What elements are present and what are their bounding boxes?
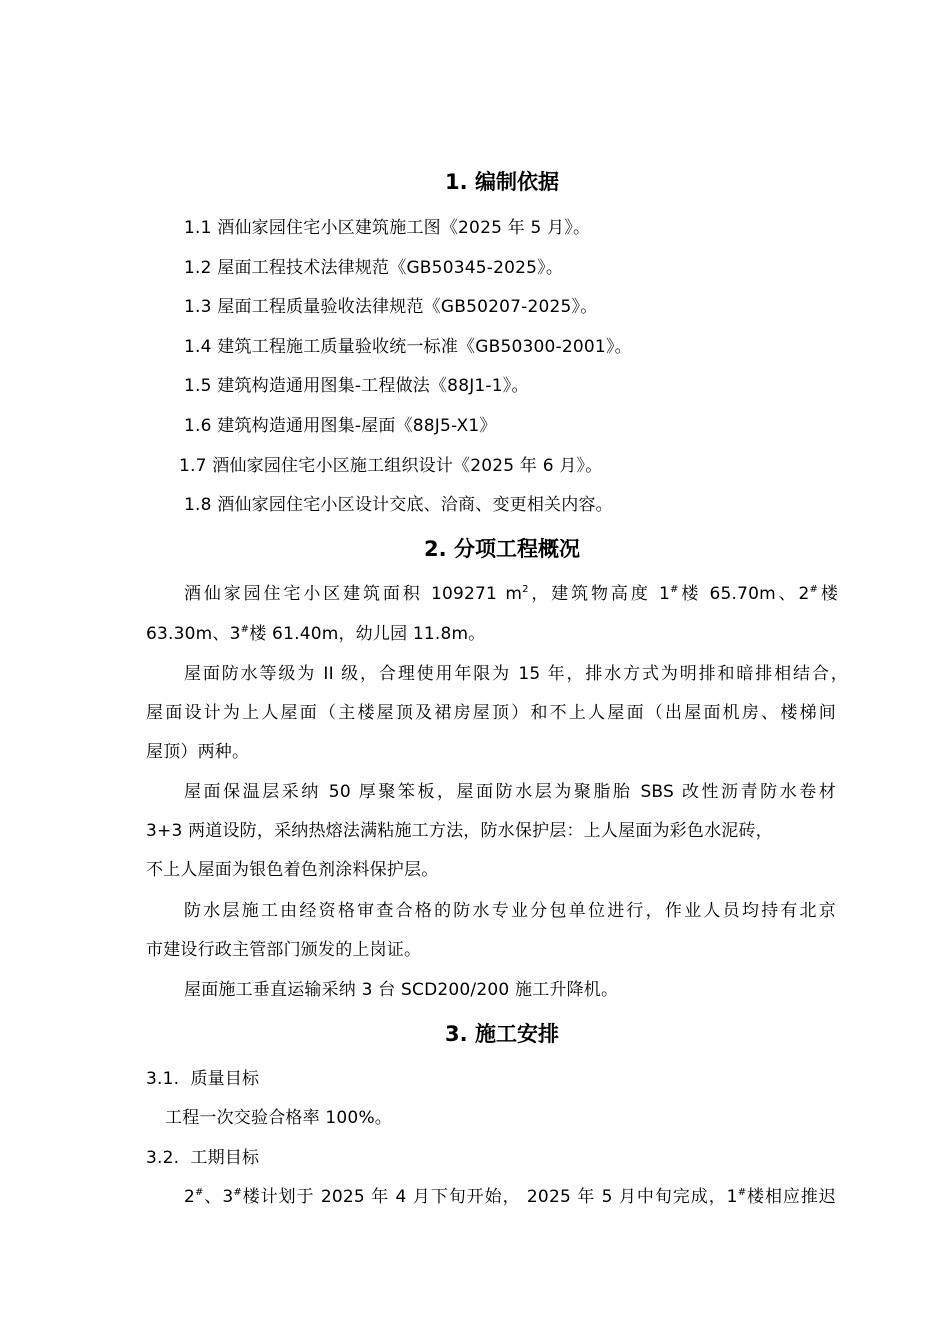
list-item: 1.7 酒仙家园住宅小区施工组织设计《2025 年 6 月》。 — [179, 456, 603, 476]
text-span: 楼 65.70m、2 — [678, 584, 810, 604]
section-1-title: 1. 编制依据 — [445, 170, 559, 194]
text-span: 酒仙家园住宅小区建筑面积 109271 m — [184, 584, 523, 604]
subsection-title: 3.2. 工期目标 — [146, 1148, 260, 1168]
paragraph-line: 防水层施工由经资格审查合格的防水专业分包单位进行，作业人员均持有北京 — [184, 901, 836, 921]
superscript: # — [809, 584, 819, 595]
list-item: 1.3 屋面工程质量验收法律规范《GB50207-2025》。 — [184, 297, 598, 317]
list-item: 1.2 屋面工程技术法律规范《GB50345-2025》。 — [184, 258, 564, 278]
text-span: 、3 — [203, 1187, 234, 1207]
list-item: 1.1 酒仙家园住宅小区建筑施工图《2025 年 5 月》。 — [184, 218, 591, 238]
superscript: # — [737, 1187, 747, 1198]
superscript: # — [195, 1187, 204, 1198]
list-item: 1.5 建筑构造通用图集-工程做法《88J1-1》。 — [184, 376, 529, 396]
paragraph-line: 市建设行政主管部门颁发的上岗证。 — [146, 940, 422, 960]
text-span: 楼 — [818, 584, 839, 604]
paragraph-line — [146, 622, 486, 646]
text-span: 楼相应推迟 — [746, 1187, 837, 1207]
list-item: 1.6 建筑构造通用图集-屋面《88J5-X1》 — [184, 416, 497, 436]
list-item: 1.8 酒仙家园住宅小区设计交底、洽商、变更相关内容。 — [184, 495, 613, 515]
text-span: 楼 61.40m，幼儿园 11.8m。 — [249, 624, 486, 644]
list-item: 1.4 建筑工程施工质量验收统一标准《GB50300-2001》。 — [184, 337, 632, 357]
superscript: # — [670, 584, 679, 595]
section-3-title: 3. 施工安排 — [445, 1022, 559, 1046]
paragraph-line: 屋顶）两种。 — [146, 742, 250, 762]
paragraph-line: 3+3 两道设防，采纳热熔法满粘施工方法，防水保护层：上人屋面为彩色水泥砖， — [146, 821, 773, 841]
text-span: ，建筑物高度 1 — [528, 584, 671, 604]
paragraph-line: 屋面施工垂直运输采纳 3 台 SCD200/200 施工升降机。 — [184, 980, 619, 1000]
subsection-title: 3.1. 质量目标 — [146, 1069, 260, 1089]
superscript: # — [233, 1187, 242, 1198]
paragraph-line — [184, 582, 838, 606]
section-2-title: 2. 分项工程概况 — [424, 537, 580, 561]
text-span: 63.30m、3 — [146, 624, 241, 644]
paragraph-line: 屋面保温层采纳 50 厚聚笨板，屋面防水层为聚脂胎 SBS 改性沥青防水卷材 — [184, 782, 836, 802]
paragraph-line: 屋面防水等级为 II 级，合理使用年限为 15 年，排水方式为明排和暗排相结合， — [184, 664, 848, 684]
text-span: 楼计划于 2025 年 4 月下旬开始， 2025 年 5 月中旬完成，1 — [241, 1187, 738, 1207]
paragraph-line: 不上人屋面为银色着色剂涂料保护层。 — [146, 860, 439, 880]
superscript: # — [240, 624, 250, 635]
superscript: 2 — [522, 584, 529, 595]
paragraph-line — [184, 1185, 836, 1209]
text-span: 2 — [184, 1187, 196, 1207]
paragraph-line: 工程一次交验合格率 100%。 — [165, 1108, 393, 1128]
paragraph-line: 屋面设计为上人屋面（主楼屋顶及裙房屋顶）和不上人屋面（出屋面机房、楼梯间 — [146, 703, 836, 723]
